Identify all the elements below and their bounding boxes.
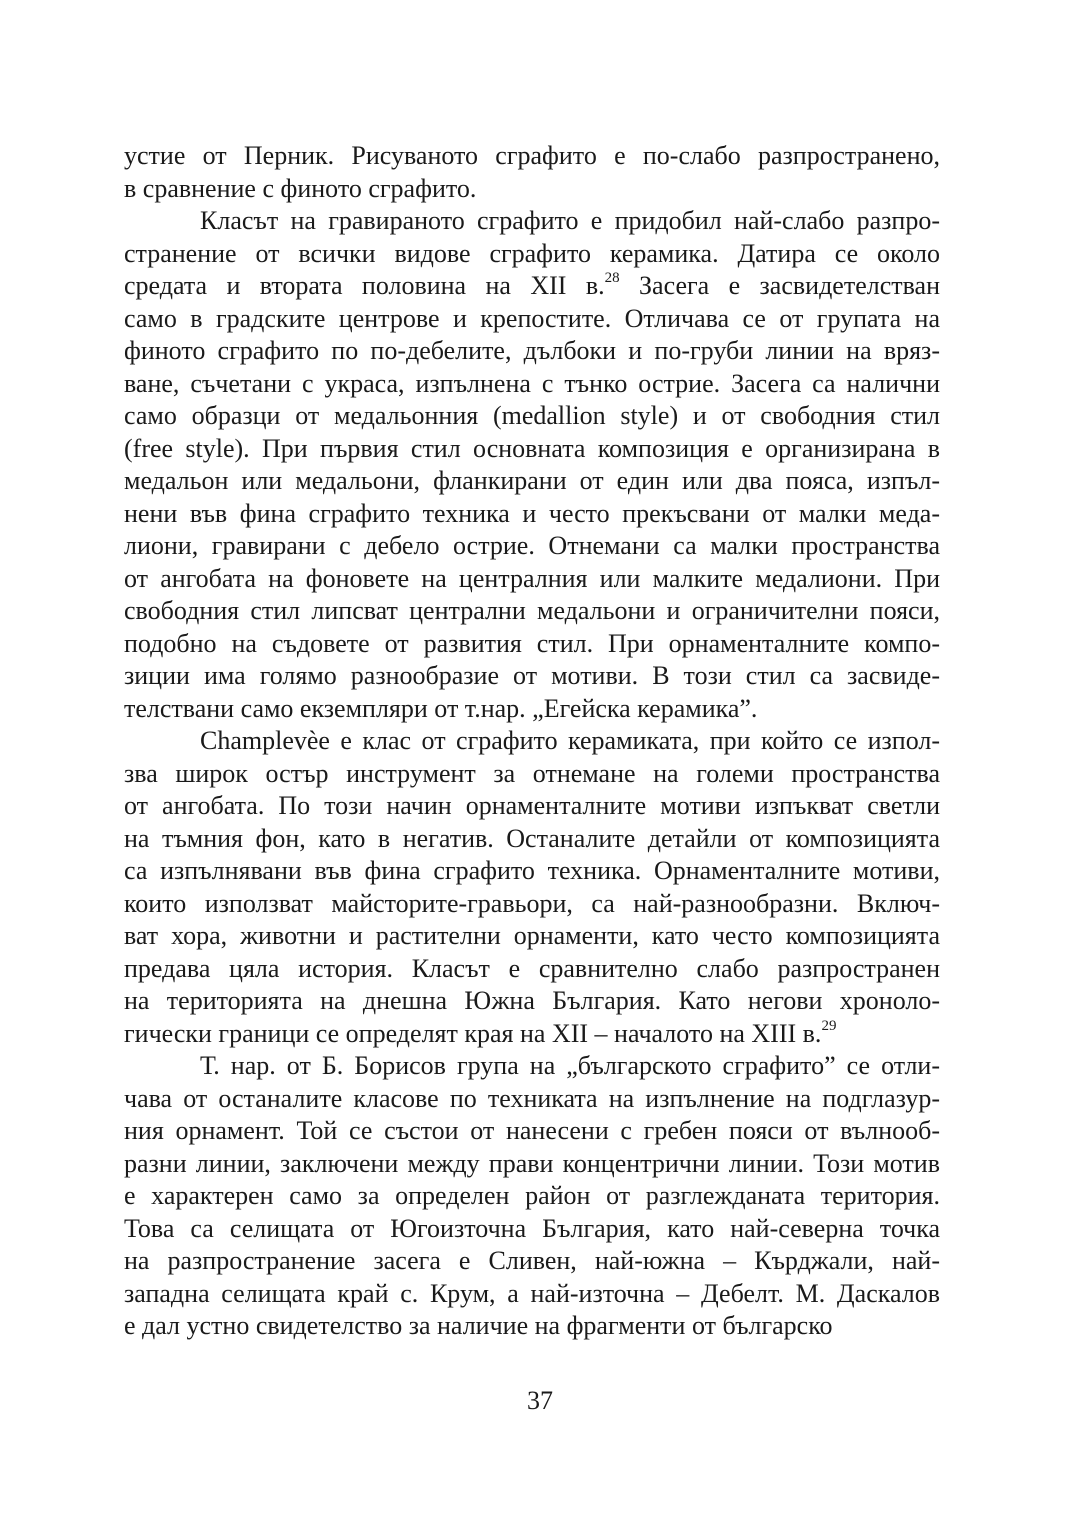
text-line: ния орнамент. Той се състои от нанесени с гребен пояси от вълнооб- xyxy=(124,1116,940,1145)
text-line: подобно на съдовете от развития стил. При орнаменталните компо- xyxy=(124,628,940,658)
text-line: средата и втората половина на XII в.$^{28}$ Засега е засвидетелстван xyxy=(124,270,941,300)
paragraph xyxy=(124,205,940,725)
text-line: на разпространение засега е Сливен, най-южна – Кърджали, най- xyxy=(124,1246,940,1275)
text-line: Champlevèe е клас от сграфито керамиката, при който се изпол- xyxy=(200,726,940,755)
text-line: устие от Перник. Рисуваното сграфито е по-слабо разпространено, xyxy=(124,141,940,170)
text-line: ване, съчетани с украса, изпълнена с тънко острие. Засега са налични xyxy=(124,368,940,398)
paragraph xyxy=(124,1050,940,1343)
text-line: които използват майсторите-гравьори, са най-разнообразни. Включ- xyxy=(124,888,940,918)
text-line: е дал устно свидетелство за наличие на фрагменти от българско xyxy=(124,1311,833,1340)
text-line: (free style). При първия стил основната композиция е организирана в xyxy=(124,433,940,463)
text-line: са изпълнявани във фина сграфито техника. Орнаменталните мотиви, xyxy=(124,856,940,885)
text-line: нени във фина сграфито техника и често прекъсвани от малки меда- xyxy=(124,498,940,528)
text-line: финото сграфито по по-дебелите, дълбоки и по-груби линии на вряз- xyxy=(124,336,940,365)
text-line: е характерен само за определен район от разглежданата територия. xyxy=(124,1181,940,1210)
text-line: предава цяла история. Класът е сравнително слабо разпространен xyxy=(124,953,940,983)
text-line: телствани само екземпляри от т.нар. „Егейска керамика”. xyxy=(124,693,758,723)
text-line: зва широк остър инструмент за отнемане на големи пространства xyxy=(124,758,940,788)
text-line: ват хора, животни и растителни орнаменти, като често композицията xyxy=(124,921,940,950)
text-line: от ангобата. По този начин орнаменталните мотиви изпъкват светли xyxy=(124,791,940,820)
page-body xyxy=(124,140,940,1343)
paragraph xyxy=(124,140,940,205)
text-line: разни линии, заключени между прави концентрични линии. Този мотив xyxy=(124,1148,940,1178)
text-line: Т. нар. от Б. Борисов група на „българското сграфито” се отли- xyxy=(200,1051,940,1080)
text-line: медальон или медальони, фланкирани от един или два пояса, изпъл- xyxy=(124,466,940,495)
text-line: на тъмния фон, като в негатив. Останалите детайли от композицията xyxy=(124,823,940,853)
text-line: само образци от медальонния (medallion style) и от свободния стил xyxy=(124,401,940,430)
text-line: само в градските центрове и крепостите. Отличава се от групата на xyxy=(124,303,940,333)
text-line: от ангобата на фоновете на централния или малките медалиони. При xyxy=(124,563,940,593)
paragraph xyxy=(124,725,940,1050)
text-line: свободния стил липсват централни медальони и ограничителни пояси, xyxy=(124,596,940,625)
text-line: в сравнение с финото сграфито. xyxy=(124,173,477,203)
text-line: Това са селищата от Югоизточна България, като най-северна точка xyxy=(124,1213,940,1243)
text-line: лиони, гравирани с дебело острие. Отнемани са малки пространства xyxy=(124,531,940,560)
text-line: Класът на гравираното сграфито е придобил най-слабо разпро- xyxy=(200,206,940,235)
text-line: странение от всички видове сграфито керамика. Датира се около xyxy=(124,238,940,268)
page-number: 37 xyxy=(527,1386,553,1415)
text-line: зиции има голямо разнообразие от мотиви. В този стил са засвиде- xyxy=(124,661,940,690)
text-line: западна селищата край с. Крум, а най-източна – Дебелт. М. Даскалов xyxy=(124,1278,940,1308)
text-line: гически граници се определят края на XII – началото на XIII в.$^{29}$ xyxy=(124,1017,837,1048)
text-line: на територията на днешна Южна България. Като негови хроноло- xyxy=(124,986,940,1015)
footnote-marker[interactable]: 29 xyxy=(821,1017,837,1034)
footnote-marker[interactable]: 28 xyxy=(604,270,620,287)
text-line: чава от останалите класове по техниката на изпълнение на подглазур- xyxy=(124,1083,940,1113)
